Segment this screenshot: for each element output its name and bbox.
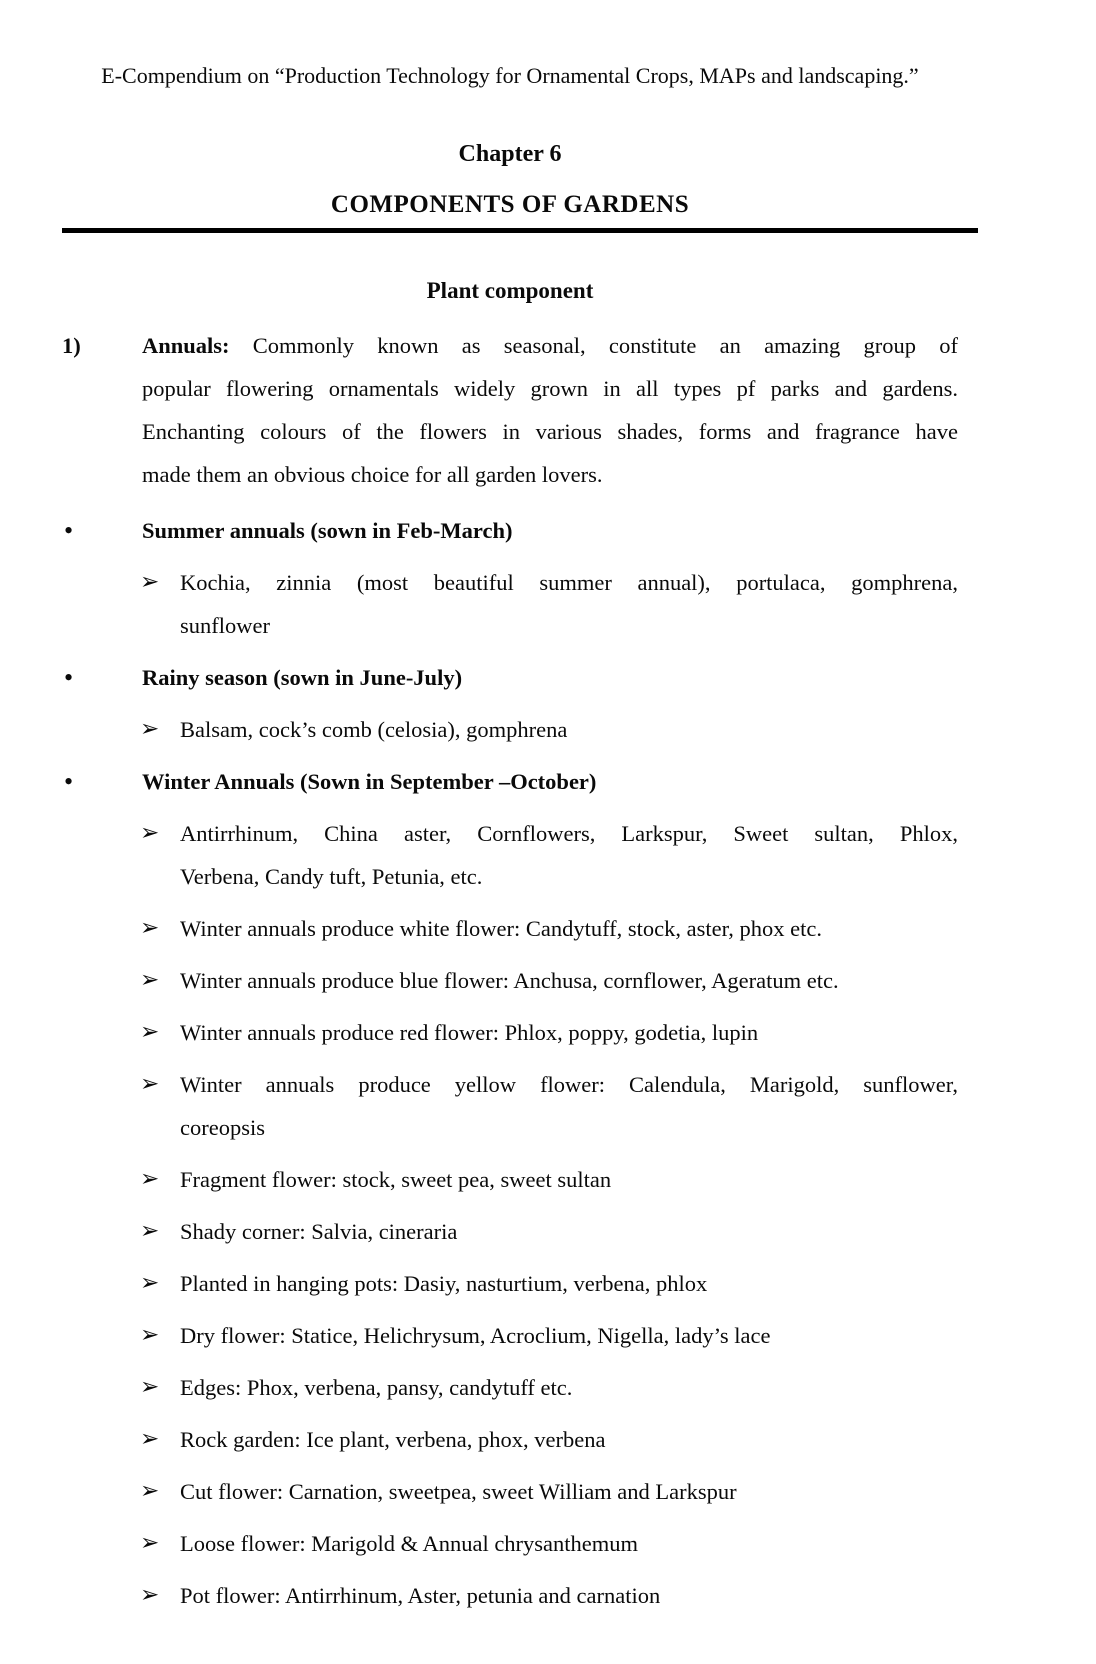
bullet-icon: •: [64, 663, 74, 692]
arrow-item-line: Edges: Phox, verbena, pansy, candytuff etc.: [180, 1375, 573, 1400]
arrow-item-cut-flower: [62, 1470, 958, 1513]
arrow-item-line: Balsam, cock’s comb (celosia), gomphrena: [180, 717, 568, 742]
paragraph-body: [142, 324, 958, 496]
arrowhead-icon: ➢: [140, 1582, 160, 1608]
arrow-item-line: Winter annuals produce red flower: Phlox, poppy, godetia, lupin: [180, 1020, 759, 1045]
arrow-item-line: Verbena, Candy tuft, Petunia, etc.: [180, 864, 483, 889]
arrow-item-line: coreopsis: [180, 1115, 265, 1140]
arrow-item-hanging-pots: [62, 1262, 958, 1305]
arrowhead-icon: ➢: [140, 820, 160, 846]
arrow-item-kochia: [62, 561, 958, 647]
bullet-heading-label: Winter Annuals (Sown in September –October): [142, 769, 597, 794]
arrow-item-line: Shady corner: Salvia, cineraria: [180, 1219, 458, 1244]
arrow-item-loose-flower: [62, 1522, 958, 1565]
arrow-item-line: Winter annuals produce white flower: Candytuff, stock, aster, phox etc.: [180, 916, 822, 941]
arrow-item-line: Winter annuals produce blue flower: Anchusa, cornflower, Ageratum etc.: [180, 968, 839, 993]
arrowhead-icon: ➢: [140, 1426, 160, 1452]
arrow-item-body: [180, 1366, 958, 1409]
arrowhead-icon: ➢: [140, 716, 160, 742]
chapter-label: Chapter 6: [458, 141, 562, 167]
arrow-item-line: Antirrhinum, China aster, Cornflowers, Larkspur, Sweet sultan, Phlox,: [180, 821, 958, 846]
arrowhead-icon: ➢: [140, 1166, 160, 1192]
paragraph-text: Commonly known as seasonal, constitute an amazing group of: [252, 333, 958, 358]
arrow-item-yellow-flower: [62, 1063, 958, 1149]
bullet-heading-label: Rainy season (sown in June-July): [142, 665, 463, 690]
arrow-item-white-flower: [62, 907, 958, 950]
bullet-heading-winter-annuals: [62, 760, 958, 803]
arrowhead-icon: ➢: [140, 915, 160, 941]
arrow-item-body: [180, 1158, 958, 1201]
arrow-item-line: Pot flower: Antirrhinum, Aster, petunia and carnation: [180, 1583, 661, 1608]
arrow-item-rock-garden: [62, 1418, 958, 1461]
arrow-item-pot-flower: [62, 1574, 958, 1617]
arrow-item-line: sunflower: [180, 613, 270, 638]
arrow-item-body: [180, 1011, 958, 1054]
arrowhead-icon: ➢: [140, 1071, 160, 1097]
arrowhead-icon: ➢: [140, 1322, 160, 1348]
arrow-item-line: Fragment flower: stock, sweet pea, sweet sultan: [180, 1167, 612, 1192]
arrow-item-line: Dry flower: Statice, Helichrysum, Acroclium, Nigella, lady’s lace: [180, 1323, 771, 1348]
paragraph-line: made them an obvious choice for all garden lovers.: [142, 462, 603, 487]
bullet-heading-label: Summer annuals (sown in Feb-March): [142, 518, 513, 543]
arrow-item-antirrhinum: [62, 812, 958, 898]
arrow-item-line: Loose flower: Marigold & Annual chrysanthemum: [180, 1531, 639, 1556]
arrow-item-body: [180, 907, 958, 950]
chapter-title: COMPONENTS OF GARDENS: [330, 191, 690, 218]
arrow-item-red-flower: [62, 1011, 958, 1054]
bullet-heading-rainy-season: [62, 656, 958, 699]
arrow-item-body: [180, 1418, 958, 1461]
arrowhead-icon: ➢: [140, 1530, 160, 1556]
arrow-item-body: [180, 708, 958, 751]
arrow-item-body: [180, 561, 958, 647]
item-number: 1): [62, 333, 81, 358]
bullet-heading-summer-annuals: [62, 509, 958, 552]
arrowhead-icon: ➢: [140, 569, 160, 595]
arrowhead-icon: ➢: [140, 1374, 160, 1400]
arrowhead-icon: ➢: [140, 967, 160, 993]
arrowhead-icon: ➢: [140, 1478, 160, 1504]
arrowhead-icon: ➢: [140, 1218, 160, 1244]
arrow-item-body: [180, 1262, 958, 1305]
arrow-item-fragment-flower: [62, 1158, 958, 1201]
arrow-item-line: Cut flower: Carnation, sweetpea, sweet William and Larkspur: [180, 1479, 737, 1504]
annuals-lead-label: Annuals:: [142, 333, 230, 358]
title-underline-rule: [62, 228, 978, 233]
arrow-item-dry-flower: [62, 1314, 958, 1357]
arrow-item-line: Winter annuals produce yellow flower: Calendula, Marigold, sunflower,: [180, 1072, 958, 1097]
arrow-item-balsam: [62, 708, 958, 751]
arrow-item-blue-flower: [62, 959, 958, 1002]
arrow-item-body: [180, 1210, 958, 1253]
arrow-item-edges: [62, 1366, 958, 1409]
arrow-item-shady-corner: [62, 1210, 958, 1253]
arrow-item-body: [180, 959, 958, 1002]
arrowhead-icon: ➢: [140, 1270, 160, 1296]
page-header: E-Compendium on “Production Technology for Ornamental Crops, MAPs and landscaping.”: [101, 63, 919, 88]
arrow-item-body: [180, 1574, 958, 1617]
arrow-item-body: [180, 1522, 958, 1565]
arrow-item-body: [180, 1470, 958, 1513]
arrow-item-line: Planted in hanging pots: Dasiy, nasturtium, verbena, phlox: [180, 1271, 708, 1296]
paragraph-line: popular flowering ornamentals widely grown in all types pf parks and gardens.: [142, 376, 958, 401]
arrow-item-line: Kochia, zinnia (most beautiful summer annual), portulaca, gomphrena,: [180, 570, 958, 595]
paragraph-line: Enchanting colours of the flowers in various shades, forms and fragrance have: [142, 419, 958, 444]
paragraph-line: [142, 324, 958, 367]
arrow-item-body: [180, 1063, 958, 1149]
arrow-item-body: [180, 1314, 958, 1357]
bullet-icon: •: [64, 516, 74, 545]
page-content: [62, 0, 958, 1626]
arrow-item-line: Rock garden: Ice plant, verbena, phox, verbena: [180, 1427, 606, 1452]
section-title: Plant component: [426, 278, 594, 303]
arrow-item-body: [180, 812, 958, 898]
arrowhead-icon: ➢: [140, 1019, 160, 1045]
bullet-icon: •: [64, 767, 74, 796]
numbered-item-annuals: [62, 324, 958, 496]
